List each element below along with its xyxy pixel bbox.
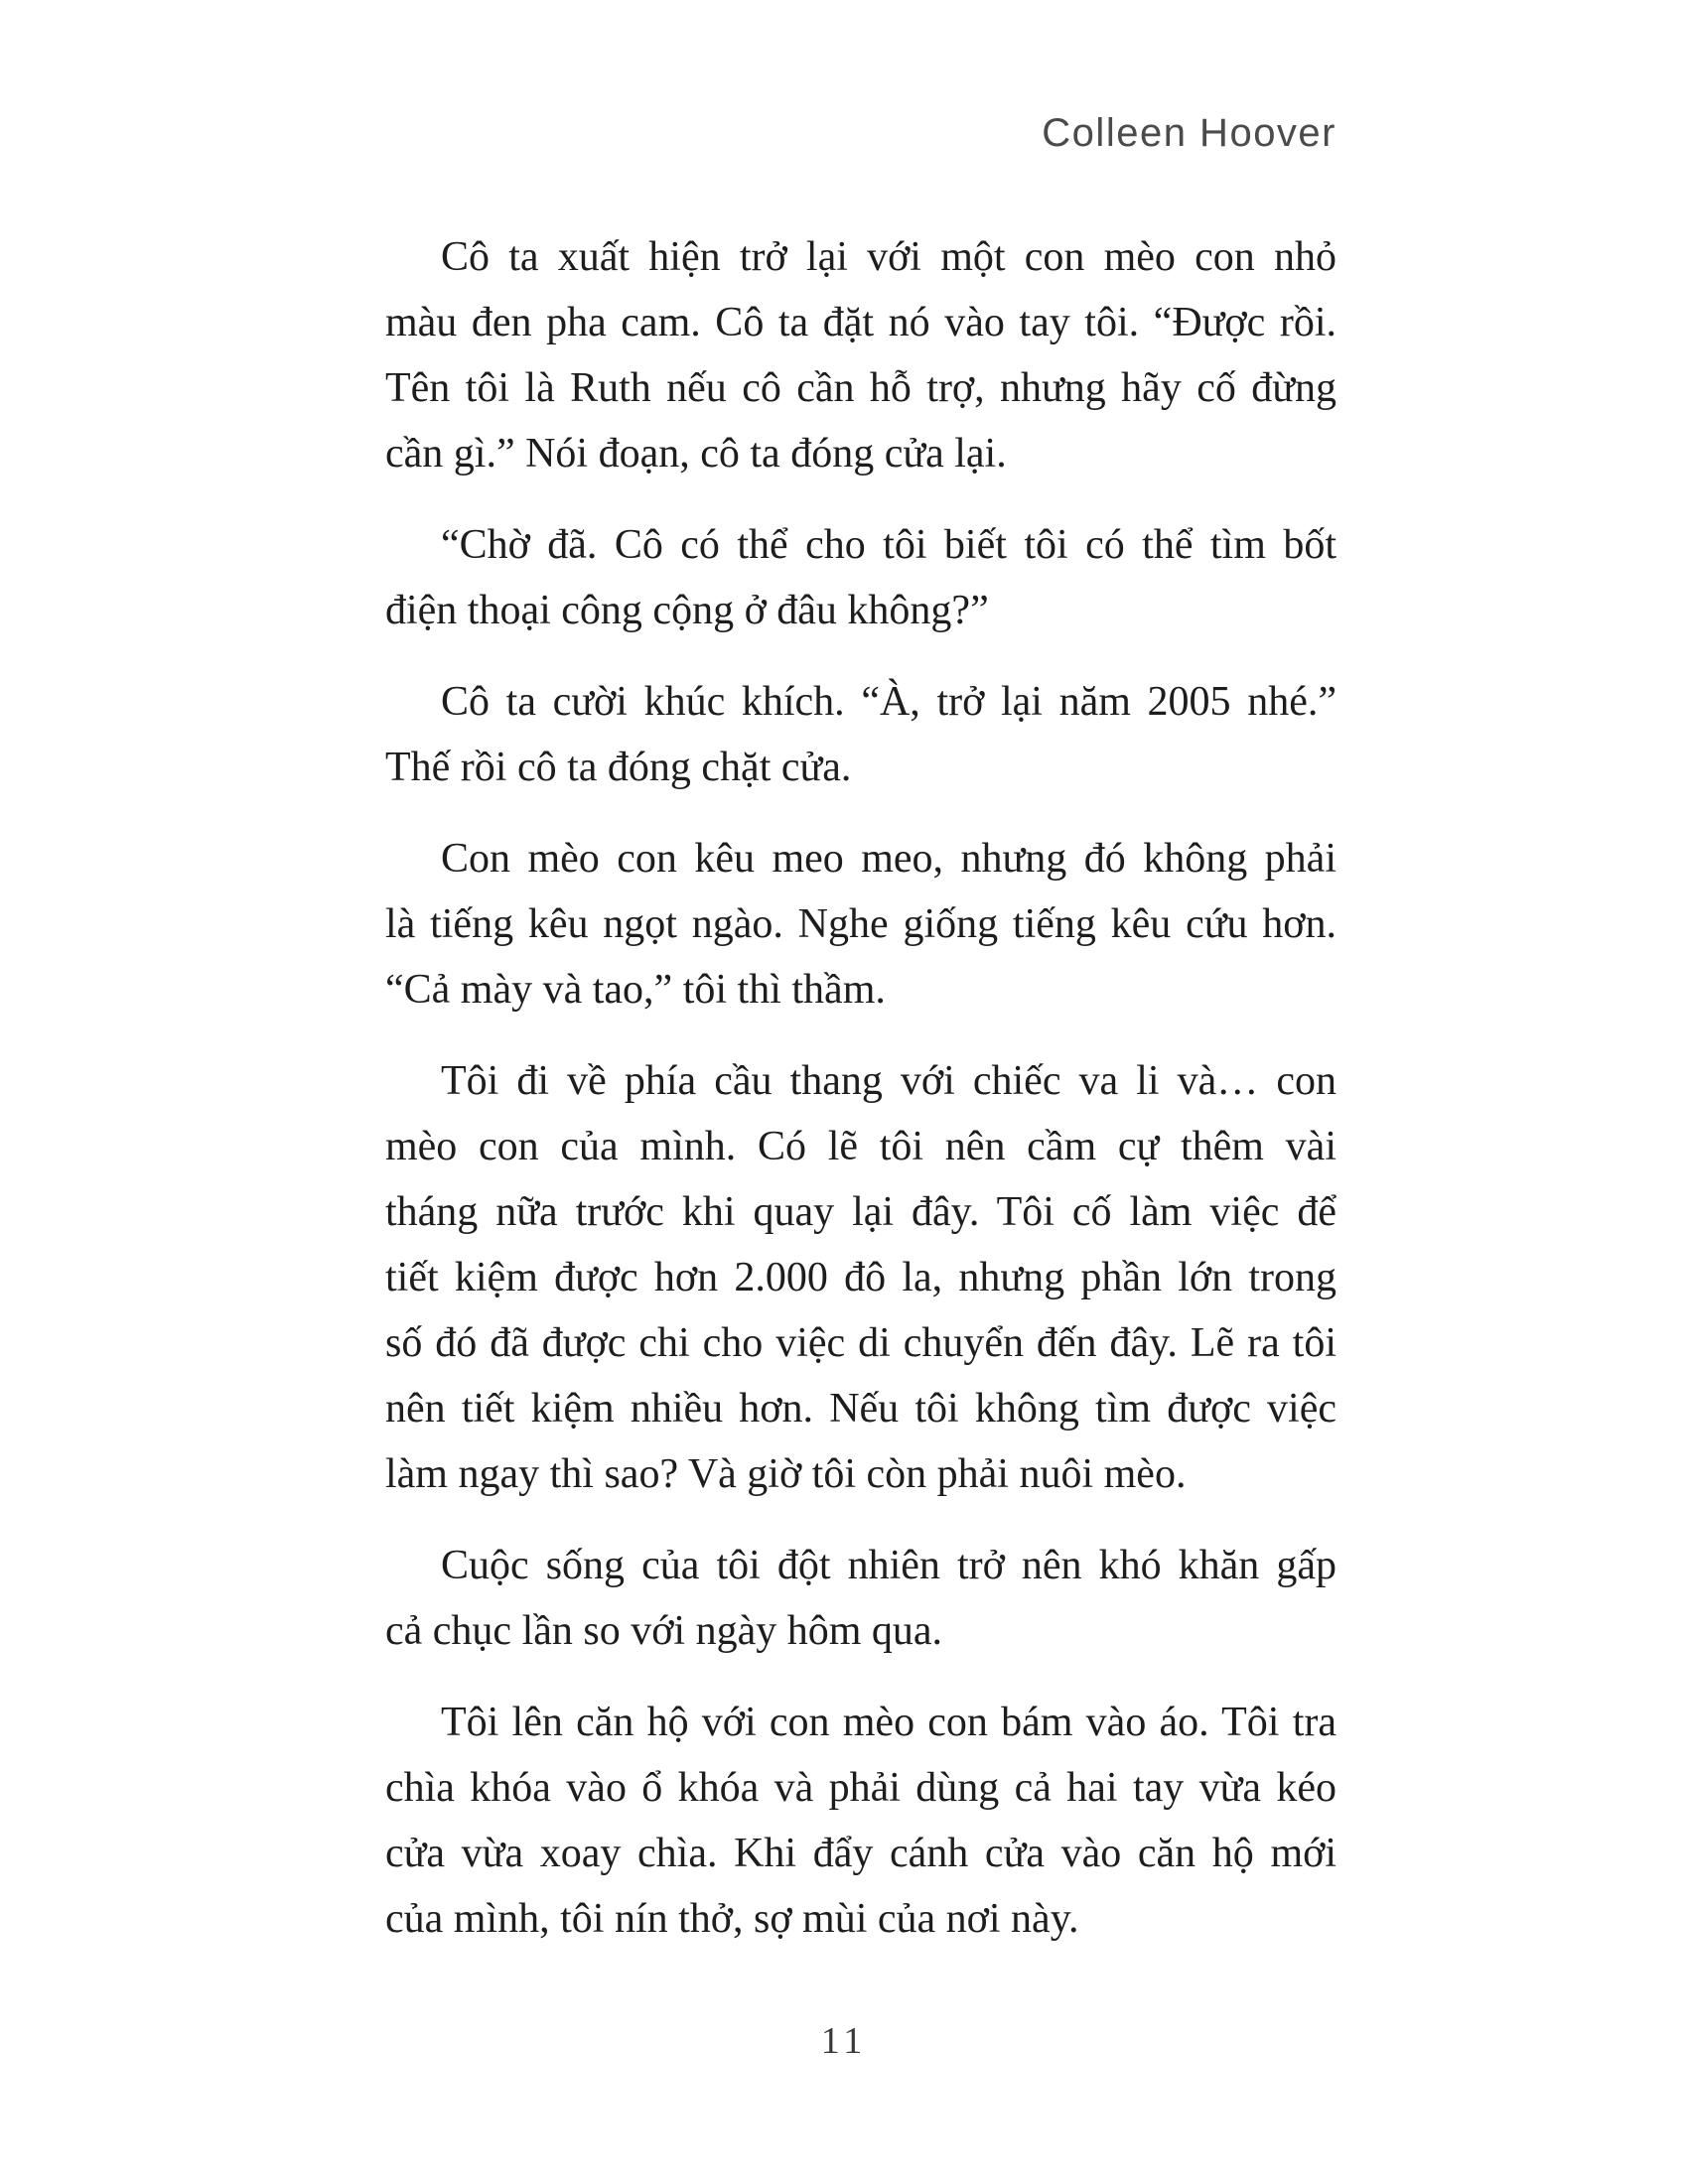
page-body	[385, 224, 1336, 1952]
text-line: cả chục lần so với ngày hôm qua.	[385, 1608, 943, 1654]
paragraph	[385, 826, 1336, 1023]
text-line: của mình, tôi nín thở, sợ mùi của nơi này.	[385, 1896, 1079, 1942]
text-line: “Chờ đã. Cô có thể cho tôi biết tôi có thể tìm bốt	[441, 522, 1336, 568]
running-header-author: Colleen Hoover	[1042, 111, 1336, 155]
text-line: điện thoại công cộng ở đâu không?”	[385, 588, 989, 633]
text-line: màu đen pha cam. Cô ta đặt nó vào tay tôi. “Được rồi.	[385, 300, 1336, 345]
paragraph	[385, 1048, 1336, 1507]
text-line: “Cả mày và tao,” tôi thì thầm.	[385, 967, 886, 1013]
paragraph	[385, 512, 1336, 643]
paragraph	[385, 1533, 1336, 1664]
text-line: Tôi lên căn hộ với con mèo con bám vào áo. Tôi tra	[441, 1700, 1336, 1745]
page-number: 11	[820, 2020, 868, 2062]
text-line: Tôi đi về phía cầu thang với chiếc va li và… con	[441, 1058, 1336, 1104]
text-line: cần gì.” Nói đoạn, cô ta đóng cửa lại.	[385, 431, 1007, 477]
text-line: làm ngay thì sao? Và giờ tôi còn phải nuôi mèo.	[385, 1451, 1187, 1497]
text-line: Cô ta xuất hiện trở lại với một con mèo con nhỏ	[441, 234, 1336, 280]
text-line: tháng nữa trước khi quay lại đây. Tôi cố làm việc để	[385, 1189, 1336, 1235]
text-line: tiết kiệm được hơn 2.000 đô la, nhưng phần lớn trong	[385, 1255, 1336, 1300]
text-line: Tên tôi là Ruth nếu cô cần hỗ trợ, nhưng hãy cố đừng	[385, 365, 1336, 411]
text-line: Con mèo con kêu meo meo, nhưng đó không phải	[441, 836, 1336, 882]
text-line: Thế rồi cô ta đóng chặt cửa.	[385, 745, 852, 790]
text-line: chìa khóa vào ổ khóa và phải dùng cả hai tay vừa kéo	[385, 1765, 1336, 1811]
text-line: số đó đã được chi cho việc di chuyển đến đây. Lẽ ra tôi	[385, 1320, 1336, 1366]
text-line: Cô ta cười khúc khích. “À, trở lại năm 2005 nhé.”	[441, 679, 1336, 725]
paragraph	[385, 669, 1336, 800]
text-line: mèo con của mình. Có lẽ tôi nên cầm cự thêm vài	[385, 1124, 1336, 1169]
text-line: Cuộc sống của tôi đột nhiên trở nên khó khăn gấp	[441, 1543, 1336, 1588]
text-line: nên tiết kiệm nhiều hơn. Nếu tôi không tìm được việc	[385, 1386, 1336, 1432]
paragraph	[385, 224, 1336, 486]
paragraph	[385, 1690, 1336, 1952]
text-line: là tiếng kêu ngọt ngào. Nghe giống tiếng kêu cứu hơn.	[385, 901, 1336, 947]
text-line: cửa vừa xoay chìa. Khi đẩy cánh cửa vào căn hộ mới	[385, 1831, 1336, 1876]
